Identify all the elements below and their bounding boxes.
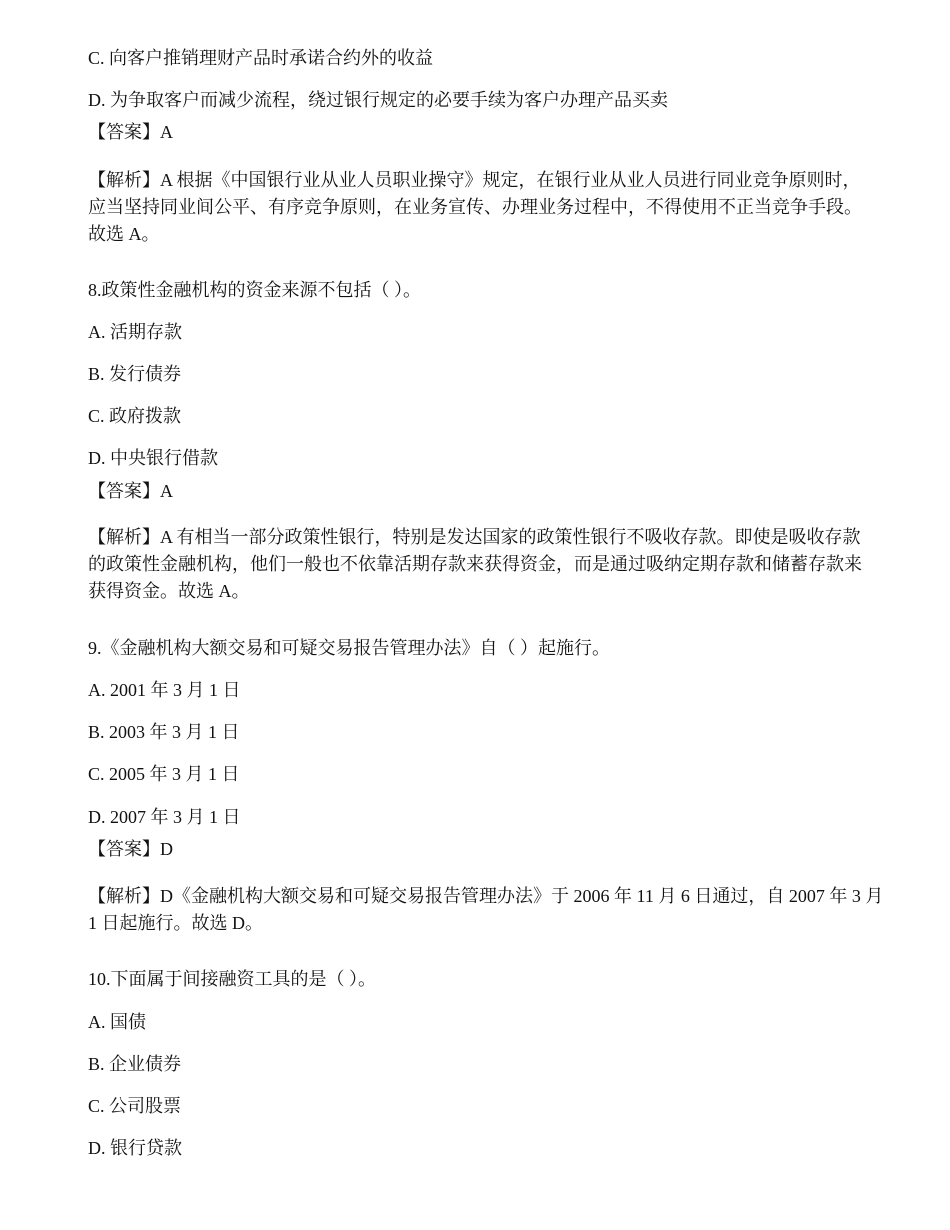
q9-option-b: B. 2003 年 3 月 1 日 xyxy=(88,722,240,742)
q7-analysis xyxy=(88,167,908,248)
q9-option-c: C. 2005 年 3 月 1 日 xyxy=(88,764,240,784)
q8-option-d: D. 中央银行借款 xyxy=(88,448,218,468)
q10-option-b: B. 企业债券 xyxy=(88,1054,182,1074)
q8-analysis-line-1: 【解析】A 有相当一部分政策性银行，特别是发达国家的政策性银行不吸收存款。即使是吸收存款 xyxy=(88,527,861,547)
q9-option-a: A. 2001 年 3 月 1 日 xyxy=(88,680,241,700)
q8-option-c: C. 政府拨款 xyxy=(88,406,182,426)
q10-option-a: A. 国债 xyxy=(88,1012,146,1032)
q7-answer: 【答案】A xyxy=(88,122,173,142)
q8-analysis xyxy=(88,524,908,605)
q10-option-c: C. 公司股票 xyxy=(88,1096,182,1116)
q7-analysis-line-2: 应当坚持同业间公平、有序竞争原则，在业务宣传、办理业务过程中，不得使用不正当竞争手段。 xyxy=(88,197,862,217)
q9-analysis-line-1: 【解析】D《金融机构大额交易和可疑交易报告管理办法》于 2006 年 11 月 6 日通过，自 2007 年 3 月 xyxy=(88,886,884,906)
q7-analysis-line-3: 故选 A。 xyxy=(88,224,160,244)
q9-analysis xyxy=(88,883,908,937)
q9-answer: 【答案】D xyxy=(88,839,173,859)
q8-answer: 【答案】A xyxy=(88,481,173,501)
q8-question: 8.政策性金融机构的资金来源不包括（ ）。 xyxy=(88,280,421,300)
q8-option-b: B. 发行债券 xyxy=(88,364,182,384)
q8-analysis-line-3: 获得资金。故选 A。 xyxy=(88,581,250,601)
q7-option-c: C. 向客户推销理财产品时承诺合约外的收益 xyxy=(88,48,434,68)
q10-question: 10.下面属于间接融资工具的是（ ）。 xyxy=(88,969,376,989)
q7-analysis-line-1: 【解析】A 根据《中国银行业从业人员职业操守》规定，在银行业从业人员进行同业竞争原则时， xyxy=(88,170,861,190)
q8-option-a: A. 活期存款 xyxy=(88,322,182,342)
q7-option-d: D. 为争取客户而减少流程，绕过银行规定的必要手续为客户办理产品买卖 xyxy=(88,90,668,110)
q9-option-d: D. 2007 年 3 月 1 日 xyxy=(88,807,241,827)
q10-option-d: D. 银行贷款 xyxy=(88,1138,182,1158)
q9-question: 9.《金融机构大额交易和可疑交易报告管理办法》自（ ）起施行。 xyxy=(88,638,610,658)
q9-analysis-line-2: 1 日起施行。故选 D。 xyxy=(88,913,263,933)
q8-analysis-line-2: 的政策性金融机构，他们一般也不依靠活期存款来获得资金，而是通过吸纳定期存款和储蓄存款来 xyxy=(88,554,862,574)
